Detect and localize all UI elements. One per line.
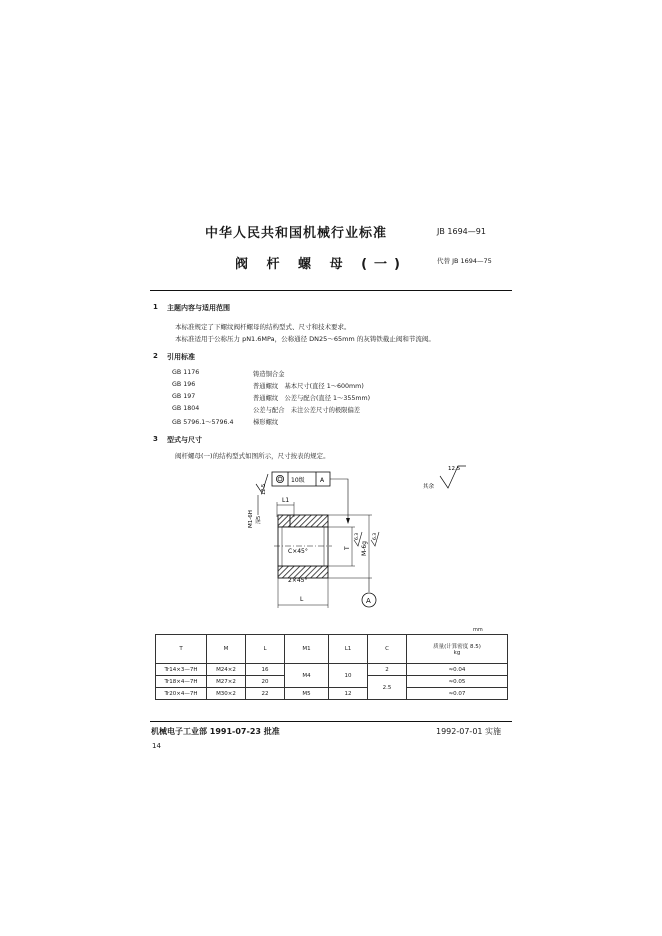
table-header: L bbox=[246, 635, 285, 664]
dimension-l1: L1 bbox=[282, 497, 290, 504]
footer-rule bbox=[150, 721, 512, 722]
section-1-para-1: 本标准规定了下螺纹阀杆螺母的结构型式、尺寸和技术要求。 bbox=[175, 323, 351, 331]
thread-depth-label: 深5 bbox=[256, 515, 262, 524]
roughness-value: 6.3 bbox=[373, 532, 378, 540]
ref-code: GB 5796.1～5796.4 bbox=[172, 419, 234, 426]
table-row bbox=[156, 688, 508, 700]
roughness-symbol-icon bbox=[371, 532, 379, 546]
table-cell: Tr18×4—7H bbox=[156, 676, 207, 688]
table-cell: M30×2 bbox=[207, 688, 246, 700]
table-cell: 20 bbox=[246, 676, 285, 688]
section-1-number: 1 bbox=[153, 303, 158, 311]
ref-desc: 铸造铜合金 bbox=[253, 371, 285, 378]
ref-code: GB 196 bbox=[172, 381, 196, 388]
thread-label-m1: M1-6H bbox=[248, 510, 254, 528]
table-header: C bbox=[368, 635, 407, 664]
table-cell: ≈0.04 bbox=[407, 664, 508, 676]
table-cell: 10 bbox=[329, 664, 368, 688]
ref-desc: 普通螺纹 公差与配合(直径 1～355mm) bbox=[253, 395, 371, 402]
section-2-title: 引用标准 bbox=[167, 353, 195, 361]
table-cell: 2 bbox=[368, 664, 407, 676]
table-cell: 2.5 bbox=[368, 676, 407, 700]
chamfer-c45: C×45° bbox=[288, 548, 308, 555]
replaces-code: 代替 JB 1694—75 bbox=[437, 257, 492, 265]
dimension-m: M-6g bbox=[361, 541, 368, 556]
nut-section bbox=[274, 515, 332, 584]
table-row bbox=[156, 664, 508, 676]
table-header: L1 bbox=[329, 635, 368, 664]
standard-code: JB 1694—91 bbox=[437, 227, 486, 236]
dimension-t: T bbox=[344, 546, 351, 550]
table-header: T bbox=[156, 635, 207, 664]
unit-label: mm bbox=[473, 627, 483, 633]
circular-runout-icon bbox=[276, 475, 283, 482]
roughness-other-icon bbox=[423, 466, 466, 490]
table-cell: 16 bbox=[246, 664, 285, 676]
ref-code: GB 197 bbox=[172, 393, 196, 400]
page-number: 14 bbox=[152, 742, 161, 750]
table-header: M bbox=[207, 635, 246, 664]
section-3-para-1: 阀杆螺母(一)的结构型式如图所示，尺寸按表的规定。 bbox=[175, 452, 330, 460]
nut-drawing bbox=[230, 460, 530, 620]
dimension-l: L bbox=[300, 596, 304, 603]
roughness-general-value: 12.5 bbox=[448, 466, 461, 472]
tolerance-grade: 10级 bbox=[291, 477, 305, 484]
roughness-value: 6.3 bbox=[355, 532, 360, 540]
table-cell: 12 bbox=[329, 688, 368, 700]
ref-code: GB 1176 bbox=[172, 369, 200, 376]
tolerance-datum: A bbox=[320, 477, 325, 484]
document-title: 阀 杆 螺 母 (一) bbox=[235, 257, 407, 272]
roughness-symbol-icon bbox=[256, 474, 268, 495]
table-header: M1 bbox=[285, 635, 329, 664]
roughness-value: 12.5 bbox=[261, 483, 267, 495]
section-2-number: 2 bbox=[153, 352, 158, 360]
table-cell: M24×2 bbox=[207, 664, 246, 676]
implementation-date: 1992-07-01 实施 bbox=[436, 727, 502, 736]
section-1-para-2: 本标准适用于公称压力 pN1.6MPa，公称通径 DN25～65mm 的灰铸铁截止阀和节流阀。 bbox=[175, 335, 435, 343]
section-3-title: 型式与尺寸 bbox=[167, 436, 202, 444]
ref-desc: 公差与配合 未注公差尺寸的极限偏差 bbox=[253, 407, 361, 414]
table-header: 质量(计算密度 8.5) kg bbox=[407, 635, 508, 664]
chamfer-245: 2×45° bbox=[288, 577, 308, 584]
section-3-number: 3 bbox=[153, 435, 158, 443]
approval-note: 机械电子工业部 1991-07-23 批准 bbox=[151, 727, 280, 736]
table-cell: Tr14×3—7H bbox=[156, 664, 207, 676]
table-cell: ≈0.05 bbox=[407, 676, 508, 688]
standard-title: 中华人民共和国机械行业标准 bbox=[205, 226, 388, 241]
table-cell: Tr20×4—7H bbox=[156, 688, 207, 700]
table-cell: M4 bbox=[285, 664, 329, 688]
header-rule bbox=[150, 290, 512, 291]
table-cell: 22 bbox=[246, 688, 285, 700]
table-cell: M27×2 bbox=[207, 676, 246, 688]
roughness-note: 其余 bbox=[423, 484, 435, 490]
table-cell: ≈0.07 bbox=[407, 688, 508, 700]
ref-desc: 梯形螺纹 bbox=[253, 419, 279, 426]
ref-desc: 普通螺纹 基本尺寸(直径 1～600mm) bbox=[253, 383, 364, 390]
table-cell: M5 bbox=[285, 688, 329, 700]
datum-label: A bbox=[366, 597, 371, 605]
section-1-title: 主题内容与适用范围 bbox=[167, 304, 230, 312]
ref-code: GB 1804 bbox=[172, 405, 200, 412]
dimension-table bbox=[155, 634, 508, 700]
